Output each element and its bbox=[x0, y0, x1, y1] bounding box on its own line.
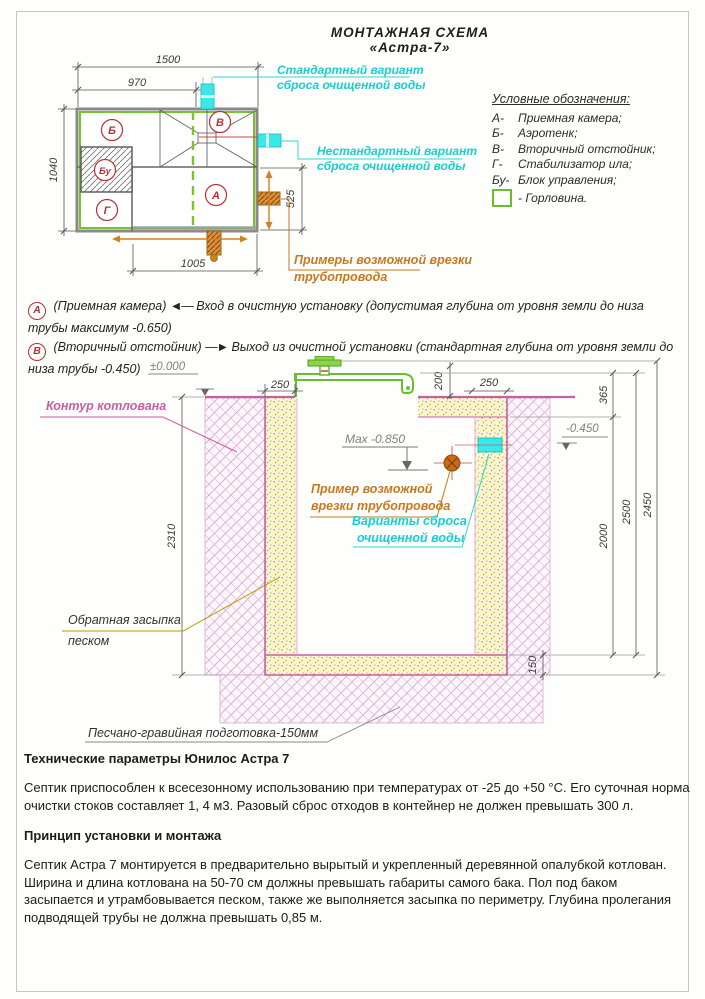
backfill-label: Обратная засыпка песком bbox=[68, 613, 181, 648]
zero-level-label: ±0.000 bbox=[150, 361, 186, 373]
legend-item: Г- Стабилизатор ила; bbox=[492, 157, 633, 172]
chamber-g-label: Г bbox=[103, 205, 111, 217]
legend bbox=[492, 92, 702, 208]
legend-item-neck: - Горловина. bbox=[492, 188, 702, 208]
chamber-v-label: В bbox=[216, 117, 224, 129]
note-b-badge: В bbox=[28, 343, 46, 361]
max-level-label: Max -0.850 bbox=[345, 432, 406, 446]
dim-2000-label: 2000 bbox=[598, 523, 610, 549]
dim-2500-label: 2500 bbox=[621, 499, 633, 525]
outlet-level-marker bbox=[557, 437, 608, 450]
inlet-pipe-right bbox=[258, 170, 280, 230]
dim-left-250-label: 250 bbox=[270, 379, 290, 391]
chamber-a-label: А bbox=[212, 190, 220, 202]
specs-paragraph-1: Септик приспособлен к всесезонному использованию при температурах от -25 до +50 °С. Его суточная норма очистки стоков составляет 1, 4 м3. Разовый сброс отходов в контейнер не должен превышать 300 л. bbox=[24, 780, 690, 813]
legend-title: Условные обозначения: bbox=[492, 92, 630, 106]
title-line2: «Астра-7» bbox=[369, 40, 451, 55]
discharge-options-label: Варианты сброса очищенной воды bbox=[352, 514, 467, 545]
dim-200-label: 200 bbox=[433, 371, 445, 391]
chamber-bu-label: Бу bbox=[99, 166, 111, 177]
dim-2310-label: 2310 bbox=[166, 523, 178, 549]
dim-365-label: 365 bbox=[598, 385, 610, 405]
note-a-badge: А bbox=[28, 302, 46, 320]
pipe-tap-example bbox=[434, 446, 472, 480]
outlet-arrow-icon: —► bbox=[205, 340, 228, 355]
legend-item: В- Вторичный отстойник; bbox=[492, 141, 656, 156]
max-level-marker bbox=[342, 447, 428, 470]
dim-1040 bbox=[58, 104, 76, 236]
dim-right-250-label: 250 bbox=[479, 377, 499, 389]
specs-paragraph-2: Септик Астра 7 монтируется в предварительно вырытый и укрепленный деревянной опалубкой котлован. Ширина и длина котлована на 50-70 см должны превышать габариты самого бака. Пол под баком засыпается и утрамбовывается песком, также же выполняется засыпка по периметру. Глубина пролегания подводящей трубы не должна превышать 0,85 м. bbox=[24, 857, 672, 925]
tap-example-label: Пример возможной врезки трубопровода bbox=[311, 482, 451, 513]
dim-1005-label: 1005 bbox=[180, 258, 206, 270]
dim-1040-label: 1040 bbox=[48, 157, 60, 183]
dim-970-label: 970 bbox=[127, 77, 147, 89]
outlet-level-label: -0.450 bbox=[566, 423, 599, 435]
dim-1500-label: 1500 bbox=[155, 54, 181, 66]
installation-heading: Принцип установки и монтажа bbox=[24, 828, 222, 843]
specs-heading: Технические параметры Юнилос Астра 7 bbox=[24, 751, 290, 766]
dim-525-label: 525 bbox=[285, 189, 297, 209]
neck-icon bbox=[492, 189, 512, 207]
dim-2450-label: 2450 bbox=[642, 492, 654, 518]
inlet-pipe-bottom bbox=[112, 231, 248, 262]
specs-block bbox=[24, 751, 690, 926]
bed-label: Песчано-гравийная подготовка-150мм bbox=[88, 726, 319, 740]
pit-contour-label: Контур котлована bbox=[46, 399, 167, 413]
note-a: А (Приемная камера) ◄— Вход в очистную установку (допустимая глубина от уровня земли до низа трубы максимум -0.650) bbox=[28, 299, 644, 335]
callout-standard-discharge: Стандартный вариант сброса очищенной воды bbox=[277, 63, 426, 92]
legend-item: Б- Аэротенк; bbox=[492, 126, 578, 141]
bottom-wall-strip bbox=[133, 226, 256, 231]
legend-item: А- Приемная камера; bbox=[492, 110, 622, 125]
legend-item: Бу- Блок управления; bbox=[492, 172, 617, 187]
inlet-arrow-icon: ◄— bbox=[169, 299, 193, 313]
dim-1500 bbox=[72, 62, 264, 107]
callout-nonstandard-discharge: Нестандартный вариант сброса очищенной воды bbox=[317, 144, 478, 173]
chamber-b-label: Б bbox=[108, 125, 116, 137]
note-b: В (Вторичный отстойник) —► Выход из очистной установки (стандартная глубина от уровня земли до низа трубы -0.450) bbox=[28, 340, 674, 376]
page-title bbox=[280, 25, 540, 55]
dim-150-label: 150 bbox=[527, 655, 539, 675]
callout-pipe-examples: Примеры возможной врезки трубопровода bbox=[294, 253, 473, 284]
title-line1: МОНТАЖНАЯ СХЕМА bbox=[330, 25, 490, 40]
notes-block bbox=[28, 298, 683, 379]
